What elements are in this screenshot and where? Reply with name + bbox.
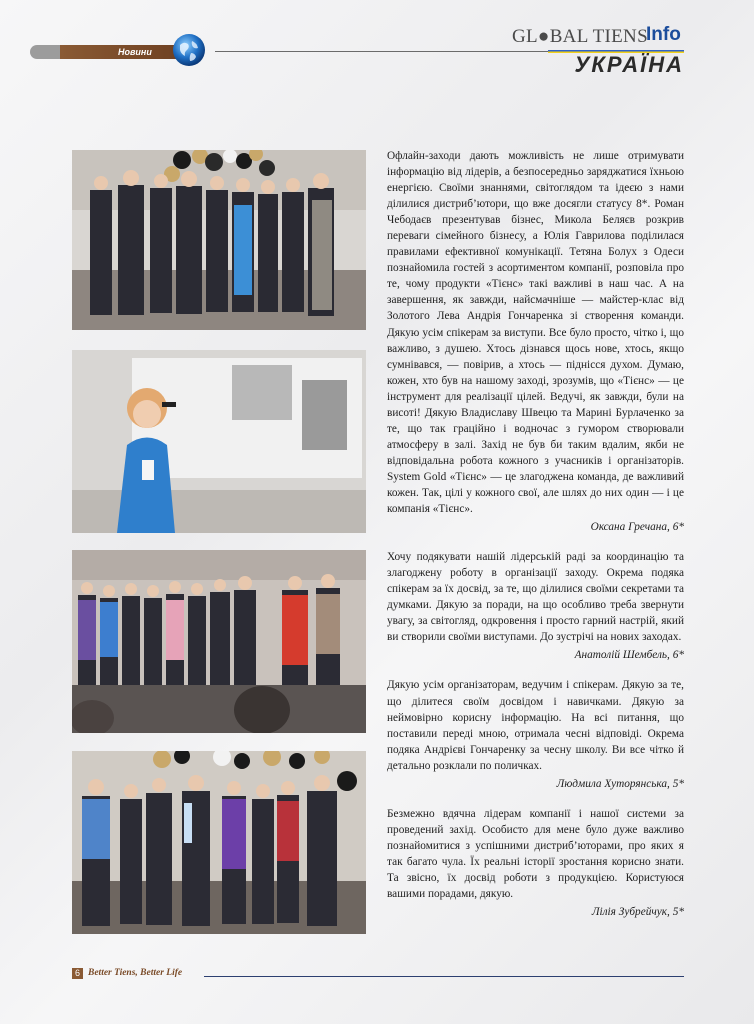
- page-number: 6: [72, 968, 83, 979]
- article-paragraph: Безмежно вдячна лідерам компанії і нашої системи за проведений захід. Особисто для мене було дуже важливо познайомитися з успішними дистриб’юторами, про яких я так багато чула. Їх реальні історії зростання корисно знати. Та звісно, їх досвід роботи з продукцією. Користуюся вашими порадами, дякую.: [387, 807, 684, 901]
- brand-country: УКРАЇНА: [574, 52, 684, 77]
- footer-slogan: Better Tiens, Better Life: [88, 968, 183, 978]
- author-signature: Людмила Хуторянська, 5*: [556, 777, 684, 790]
- brand-name: GL●BAL TIENS: [512, 26, 648, 47]
- footer-rule: [204, 976, 684, 977]
- group-photo-party: [72, 751, 366, 934]
- group-photo-stage: [72, 550, 366, 733]
- globe-icon: [172, 33, 206, 67]
- author-signature: Лілія Зубрейчук, 5*: [591, 906, 684, 919]
- speaker-photo: [72, 350, 366, 533]
- author-signature: Оксана Гречана, 6*: [590, 521, 684, 534]
- section-tab-bar: [30, 45, 180, 59]
- brand-info: Info: [646, 24, 681, 45]
- article-paragraph: Офлайн-заходи дають можливість не лише отримувати інформацію від лідерів, а безпосередньо заряджатися їхньою енергією. Своїми знаннями, світоглядом та ідеєю з нами ділилися дистриб’ютори, що вже досягли статусу 8*. Роман Чебодаєв презентував бізнес, Микола Беляєв розкрив переваги сімейного бізнесу, а Юлія Гаврилова поділилася правилами ефективної комунікації. Тетяна Болух з Одеси познайомила гостей з асортиментом компанії, розповіла про те, чому продукти «Тієнс» такі важливі в наш час. А на завершення, як завжди, найсмачніше — майстер-клас від Золотого Лева Андрія Гончаренка зі створення команди. Дякую усім спікерам за виступи. Все було просто, чітко і, що важливо, з душею. Хтось дізнався щось нове, хтось, якщо сумнівався, — повірив, а хтось — піднісся духом. Думаю, кожен, хто був на нашому заході, зрозумів, що «Тієнс» — це інструмент для реалізації цілей. Ведучі, як завжди, були на висоті! Дякую Владиславу Швецю та Марині Бурлаченко за те, що так граційно і водночас з гумором створювали атмосферу в залі. Захід не був би таким вдалим, якби не відповідальна робота кожного з учасників і організаторів. System Gold «Тієнс» — це злагоджена команда, де важливий кожен. Так, цілі у кожного свої, але шлях до них один — і це компанія «Тієнс».: [387, 150, 684, 516]
- article-paragraph: Дякую усім організаторам, ведучим і спікерам. Дякую за те, що ділитеся своїм досвідом і навичками. Дякую за неймовірно корисну інформацію. На всі питання, що поставили переді мною, отримала чесні відповіді. Окрема подяка Андрієві Гончаренку за чесну школу. Ви все чітко й детально розклали по поличках.: [387, 679, 684, 772]
- section-label: Новини: [118, 47, 152, 57]
- header-rule: [215, 51, 550, 52]
- group-photo-balloons: [72, 150, 366, 330]
- article-text-column: [387, 148, 684, 920]
- article-paragraph: Хочу подякувати нашій лідерській раді за координацію та злагоджену роботу в організації заходу. Окрема подяка спікерам за їх досвід, за те, що ділилися своїми секретами та думками. Дякую за поради, на що особливо треба звернути увагу, за світогляд, одкровення і просто гарний настрій, який ви створили своїми виступами. До зустрічі на нових заходах.: [387, 551, 684, 644]
- author-signature: Анатолій Шембель, 6*: [574, 649, 684, 662]
